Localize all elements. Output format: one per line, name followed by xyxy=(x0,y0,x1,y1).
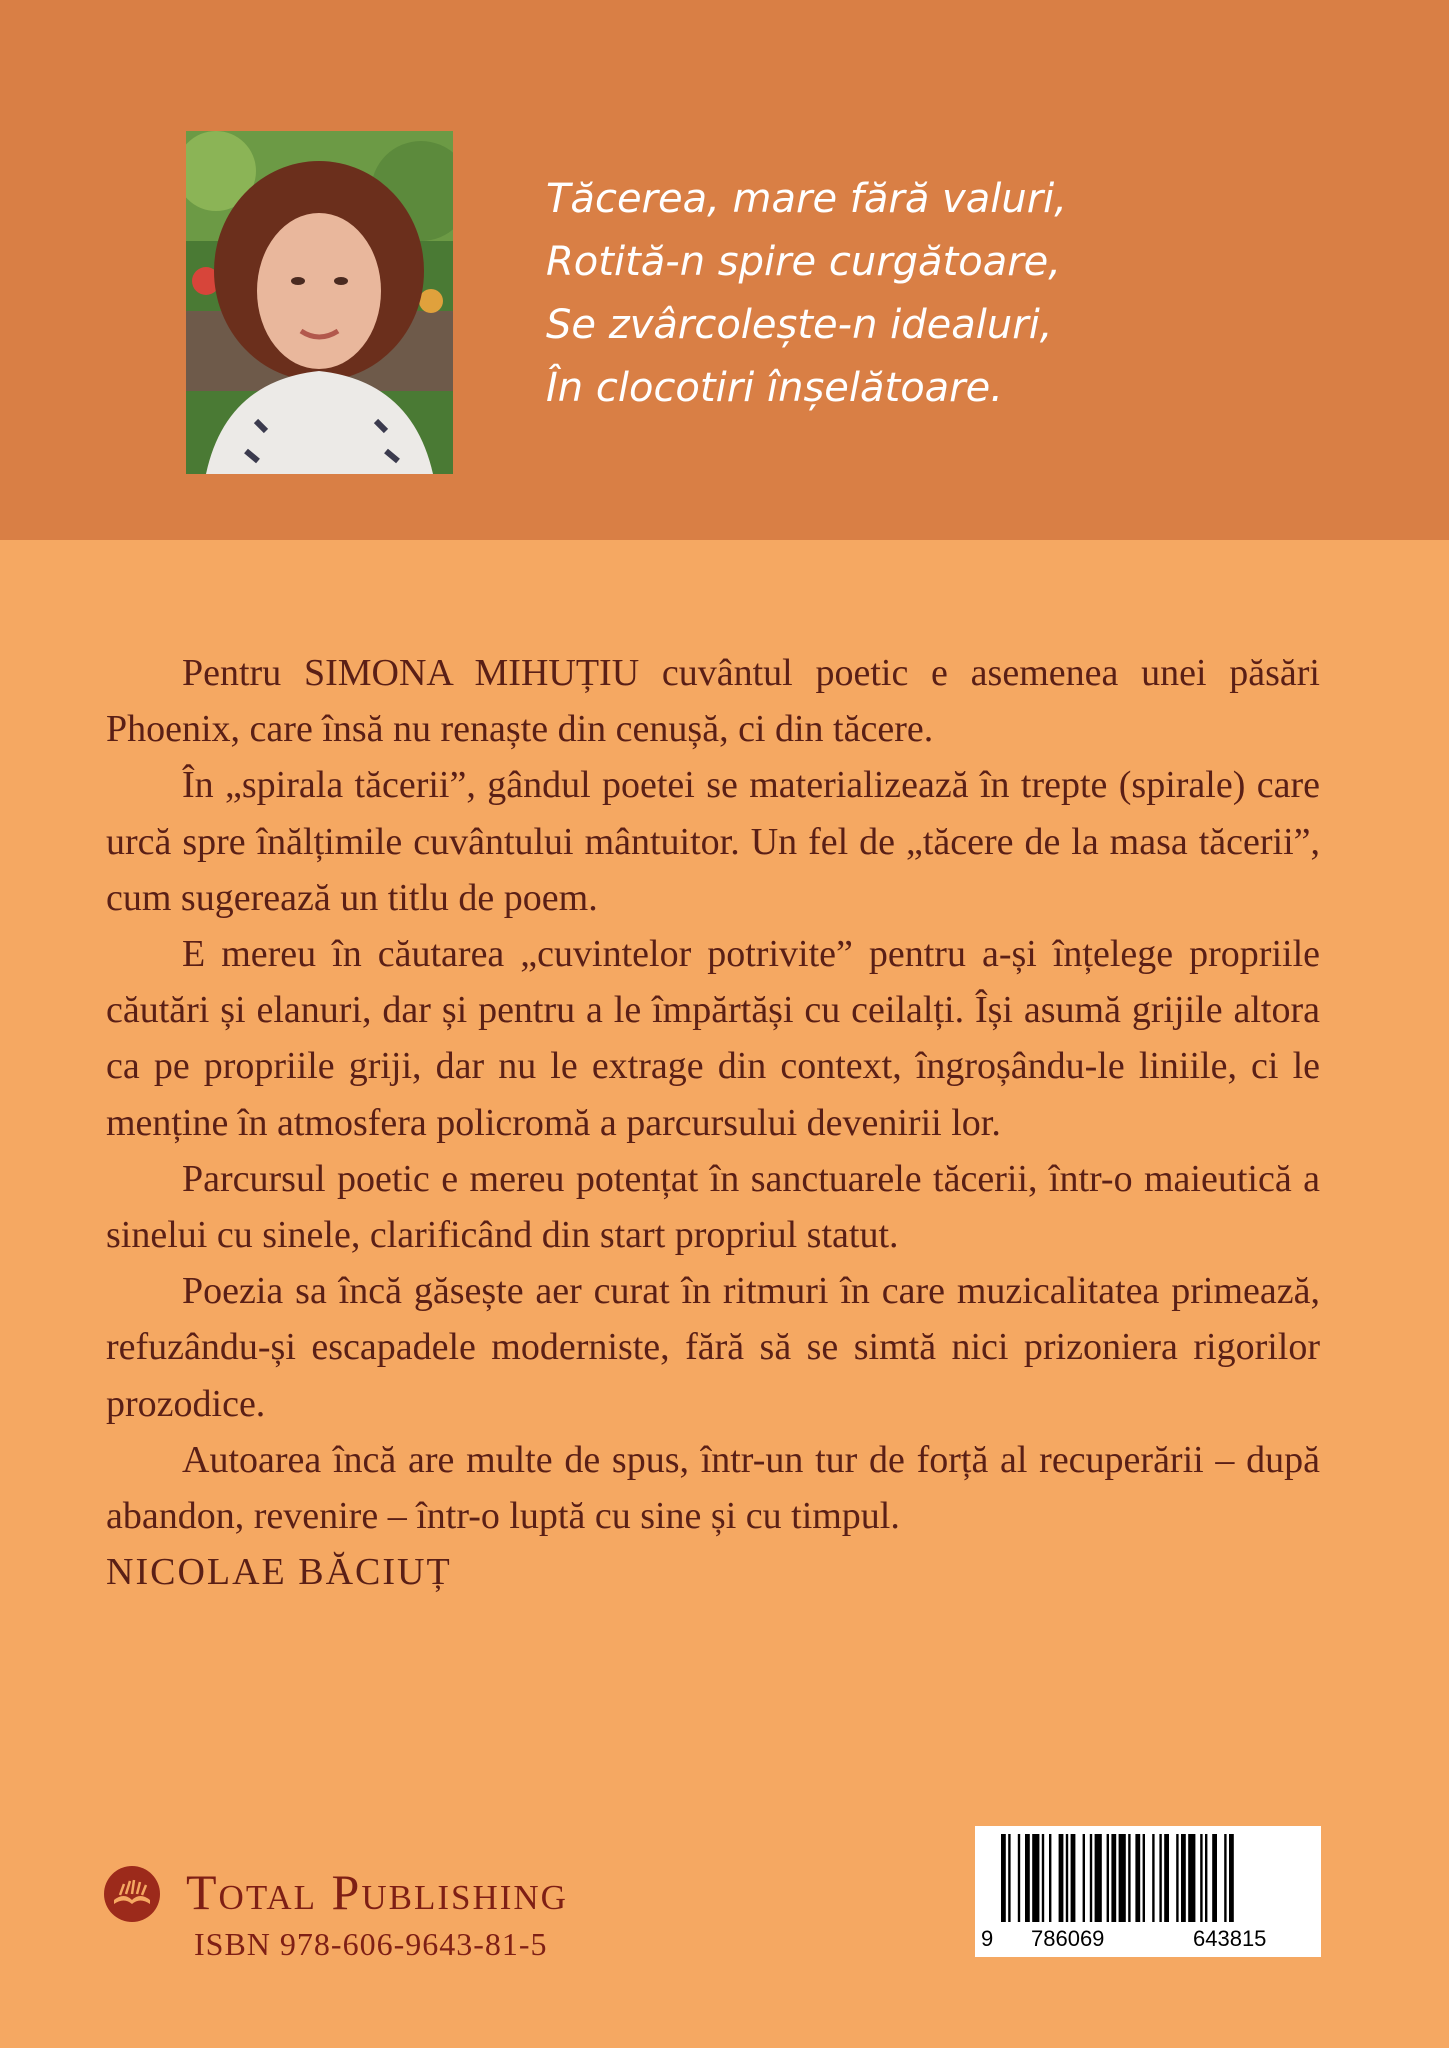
blurb-paragraph: Poezia sa încă găsește aer curat în ritmuri în care muzicalitatea primează, refuzându-și escapadele moderniste, fără să se simtă nici prizoniera rigorilor prozodice. xyxy=(106,1270,1320,1425)
signature: NICOLAE BĂCIUȚ xyxy=(106,1551,452,1594)
poem-line: În clocotiri înșelătoare. xyxy=(546,365,1003,411)
poem-line: Tăcerea, mare fără valuri, xyxy=(546,176,1067,222)
publisher-logo-icon xyxy=(104,1866,160,1922)
isbn: ISBN 978-606-9643-81-5 xyxy=(194,1926,548,1962)
barcode-digit: 9 xyxy=(981,1926,994,1951)
author-photo xyxy=(186,131,453,474)
barcode xyxy=(975,1826,1321,1957)
blurb-paragraph: Autoarea încă are multe de spus, într-un tur de forță al recuperării – după abandon, revenire – într-o luptă cu sine și cu timpul. xyxy=(106,1438,1320,1538)
blurb-paragraph: Pentru SIMONA MIHUȚIU cuvântul poetic e asemenea unei păsări Phoenix, care însă nu renaște din cenușă, ci din tăcere. xyxy=(106,652,1320,751)
barcode-digits-left: 786069 xyxy=(1031,1926,1105,1951)
blurb-paragraph: E mereu în căutarea „cuvintelor potrivite” pentru a-și înțelege propriile căutări și elanuri, dar și pentru a le împărtăși cu ceilalți. Își asumă grijile altora ca pe propriile griji, dar nu le extrage din context, îngroșându-le liniile, ci le menține în atmosfera policromă a parcursului devenirii lor. xyxy=(106,933,1320,1144)
blurb-paragraph: Parcursul poetic e mereu potențat în sanctuarele tăcerii, într-o maieutică a sinelui cu sinele, clarificând din start propriul statut. xyxy=(106,1157,1320,1257)
blurb-paragraph: În „spirala tăcerii”, gândul poetei se materializează în trepte (spirale) care urcă spre înălțimile cuvântului mântuitor. Un fel de „tăcere de la masa tăcerii”, cum sugerează un titlu de poem. xyxy=(106,764,1320,919)
poem-excerpt xyxy=(546,168,1246,420)
blurb-text xyxy=(106,645,1320,1600)
poem-line: Se zvârcolește-n idealuri, xyxy=(546,302,1053,348)
barcode-digits-right: 643815 xyxy=(1193,1926,1267,1951)
publisher-name: Total Publishing xyxy=(186,1864,568,1920)
poem-line: Rotită-n spire curgătoare, xyxy=(546,239,1061,285)
